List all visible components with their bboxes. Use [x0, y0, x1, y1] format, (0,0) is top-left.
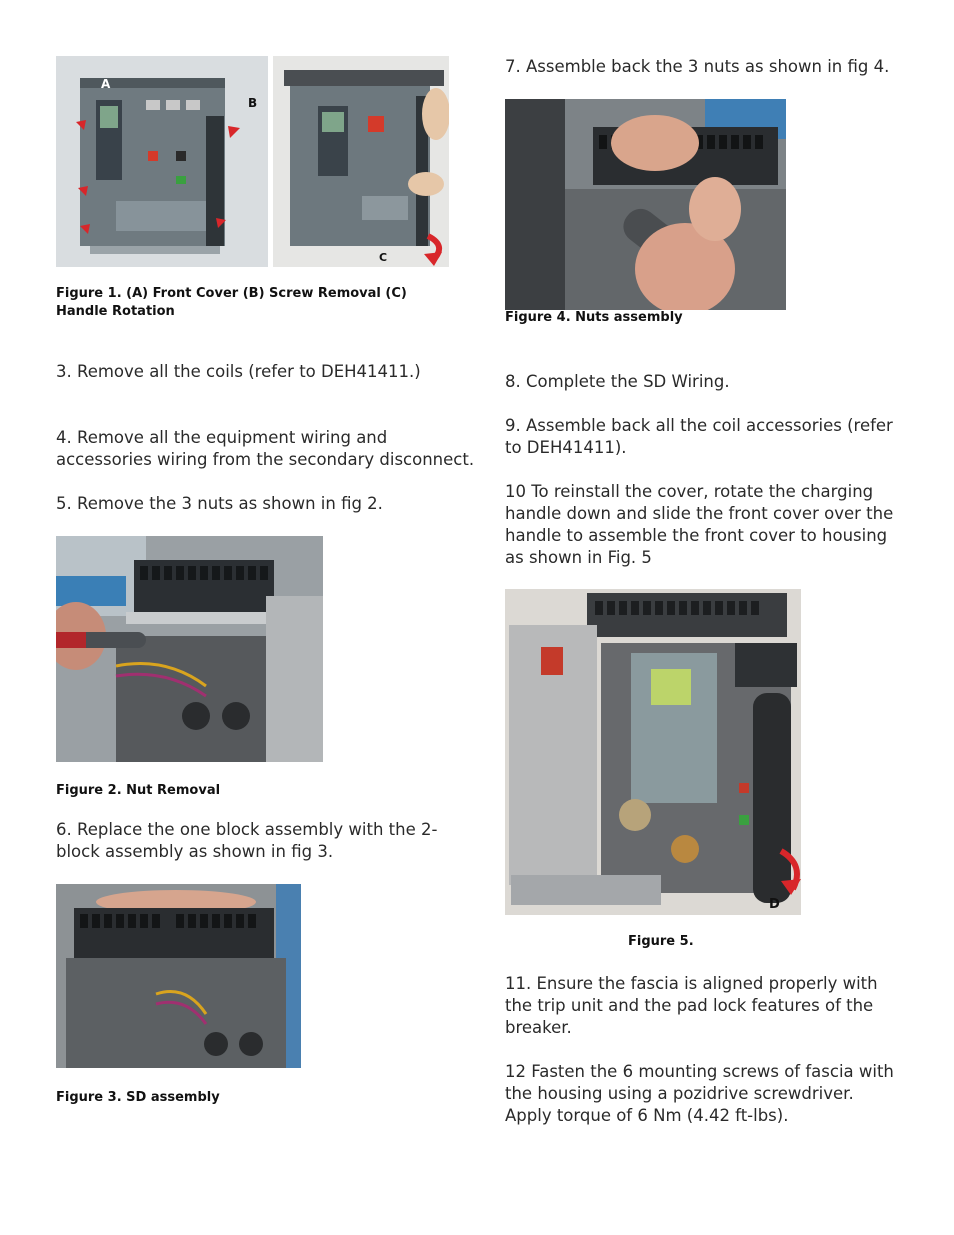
- step-12-text: 12 Fasten the 6 mounting screws of fascia with the housing using a pozidrive screwdriver. Apply torque of 6 Nm (4.42 ft-lbs).: [505, 1062, 894, 1125]
- figure-2-caption: Figure 2. Nut Removal: [56, 783, 221, 798]
- step-11-text: 11. Ensure the fascia is aligned properly with the trip unit and the pad lock features of the breaker.: [505, 974, 878, 1037]
- figure-1-caption: Figure 1. (A) Front Cover (B) Screw Removal (C) Handle Rotation: [56, 286, 407, 319]
- figure-2-image: [56, 536, 323, 762]
- figure-3-image: [56, 884, 301, 1068]
- figure-1-label-a: A: [101, 77, 111, 91]
- figure-3-caption: Figure 3. SD assembly: [56, 1090, 220, 1105]
- figure-1-image: [56, 56, 449, 267]
- figure-4-image: [505, 99, 786, 310]
- figure-1-label-b: B: [248, 96, 258, 110]
- step-10-text: 10 To reinstall the cover, rotate the charging handle down and slide the front cover over the handle to assemble the front cover to housing as shown in Fig. 5: [505, 482, 894, 567]
- step-9-text: 9. Assemble back all the coil accessories (refer to DEH41411).: [505, 416, 893, 457]
- step-8-text: 8. Complete the SD Wiring.: [505, 372, 730, 391]
- figure-4-caption: Figure 4. Nuts assembly: [505, 310, 683, 325]
- figure-1-label-c: C: [379, 251, 388, 264]
- step-3-text: 3. Remove all the coils (refer to DEH41411.): [56, 362, 421, 381]
- figure-5-image: [505, 589, 801, 915]
- step-6-text: 6. Replace the one block assembly with the 2-block assembly as shown in fig 3.: [56, 820, 438, 861]
- step-4-text: 4. Remove all the equipment wiring and accessories wiring from the secondary disconnect.: [56, 428, 475, 469]
- step-7-text: 7. Assemble back the 3 nuts as shown in fig 4.: [505, 57, 890, 76]
- step-5-text: 5. Remove the 3 nuts as shown in fig 2.: [56, 494, 383, 513]
- figure-5-caption: Figure 5.: [628, 934, 694, 949]
- figure-5-label-d: D: [769, 897, 780, 912]
